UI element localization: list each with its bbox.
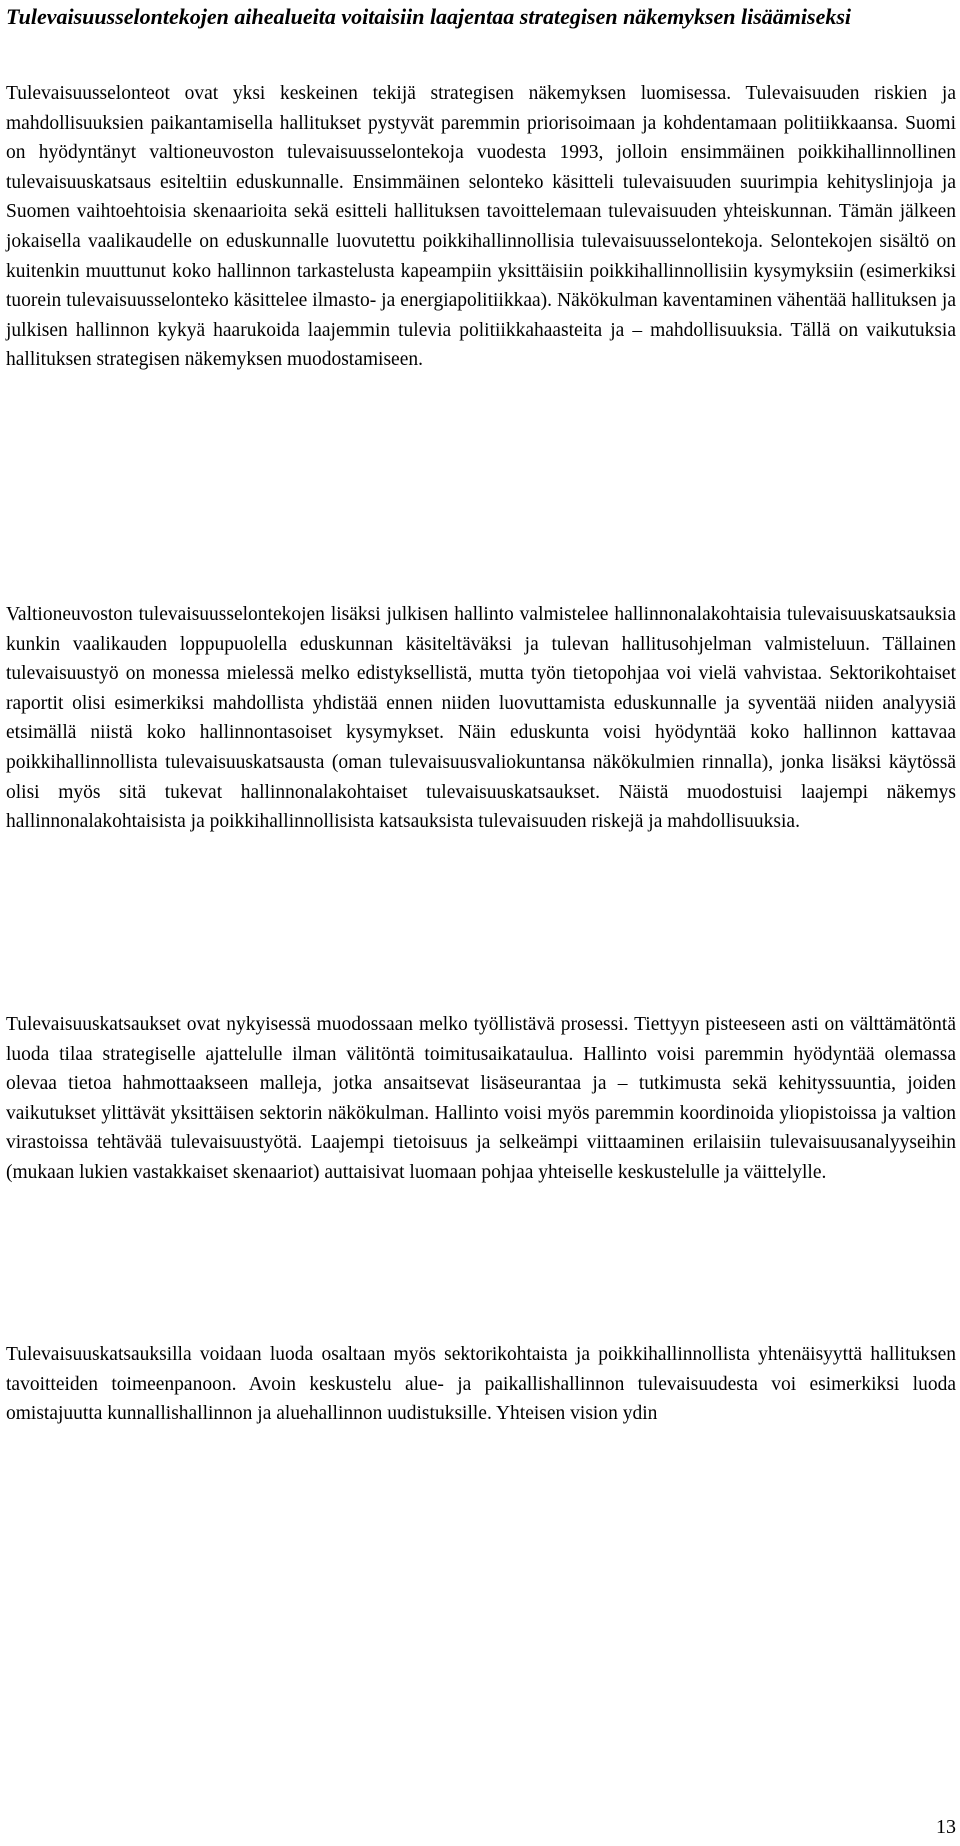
page-number: 13 xyxy=(936,1816,956,1838)
paragraph-4: Tulevaisuuskatsauksilla voidaan luoda osaltaan myös sektorikohtaista ja poikkihallinnollista yhtenäisyyttä hallituksen tavoitteiden toimeenpanoon. Avoin keskustelu alue- ja paikallishallinnon tulevaisuudesta voi esimerkiksi luoda omistajuutta kunnallishallinnon ja aluehallinnon uudistuksille. Yhteisen vision ydin xyxy=(6,1344,956,1425)
paragraph-1: Tulevaisuusselonteot ovat yksi keskeinen tekijä strategisen näkemyksen luomisessa. Tulevaisuuden riskien ja mahdollisuuksien paikantamisella hallitukset pystyvät paremmin priorisoimaan ja kohdentamaan politiikkaansa. Suomi on hyödyntänyt valtioneuvoston tulevaisuusselontekoja vuodesta 1993, jolloin ensimmäinen poikkihallinnollinen tulevaisuuskatsaus esiteltiin eduskunnalle. Ensimmäinen selonteko käsitteli tulevaisuuden suurimpia kehityslinjoja ja Suomen vaihtoehtoisia skenaarioita sekä esitteli hallituksen tavoittelemaan tulevaisuuden yhteiskunnan. Tämän jälkeen jokaisella vaalikaudelle on eduskunnalle luovutettu poikkihallinnollisia tulevaisuusselontekoja. Selontekojen sisältö on kuitenkin muuttunut koko hallinnon tarkastelusta kapeampiin yksittäisiin poikkihallinnollisiin kysymyksiin (esimerkiksi tuorein tulevaisuusselonteko käsittelee ilmasto- ja energiapolitiikkaa). Näkökulman kaventaminen vähentää hallituksen ja julkisen hallinnon kykyä haarukoida laajemmin tulevia politiikkahaasteita ja – mahdollisuuksia. Tällä on vaikutuksia hallituksen strategisen näkemyksen muodostamiseen. xyxy=(6,83,956,371)
paragraph-3: Tulevaisuuskatsaukset ovat nykyisessä muodossaan melko työllistävä prosessi. Tiettyyn pisteeseen asti on välttämätöntä luoda tilaa strategiselle ajattelulle ilman välitöntä toimitusaikataulua. Hallinto voisi paremmin hyödyntää olemassa olevaa tietoa hahmottaakseen malleja, jotka ansaitsevat lisäseurantaa ja – tutkimusta sekä kehityssuuntia, joiden vaikutukset ylittävät yksittäisen sektorin näkökulman. Hallinto voisi myös paremmin koordinoida yliopistoissa ja valtion virastoissa tehtävää tulevaisuustyötä. Laajempi tietoisuus ja selkeämpi viittaaminen erilaisiin tulevaisuusanalyyseihin (mukaan lukien vastakkaiset skenaariot) auttaisivat luomaan pohjaa yhteiselle keskustelulle ja väittelylle. xyxy=(6,1014,956,1183)
section-heading: Tulevaisuusselontekojen aihealueita voitaisiin laajentaa strategisen näkemyksen lisäämiseksi xyxy=(6,4,852,29)
paragraph-2: Valtioneuvoston tulevaisuusselontekojen lisäksi julkisen hallinto valmistelee hallinnonalakohtaisia tulevaisuuskatsauksia kunkin vaalikauden loppupuolella eduskunnan käsiteltäväksi ja tulevan hallitusohjelman valmisteluun. Tällainen tulevaisuustyö on monessa mielessä melko edistyksellistä, mutta työn tietopohjaa voi vielä vahvistaa. Sektorikohtaiset raportit olisi esimerkiksi mahdollista yhdistää ennen niiden luovuttamista eduskunnalle ja syventää niiden analyysiä etsimällä niistä koko hallinnontasoiset kysymykset. Näin eduskunta voisi hyödyntää koko hallinnon kattavaa poikkihallinnollista tulevaisuuskatsausta (oman tulevaisuusvaliokuntansa näkökulmien rinnalla), jonka lisäksi käytössä olisi myös sitä tukevat hallinnonalakohtaiset tulevaisuuskatsaukset. Näistä muodostuisi laajempi näkemys hallinnonalakohtaisista ja poikkihallinnollisista katsauksista tulevaisuuden riskejä ja mahdollisuuksia. xyxy=(6,604,956,833)
